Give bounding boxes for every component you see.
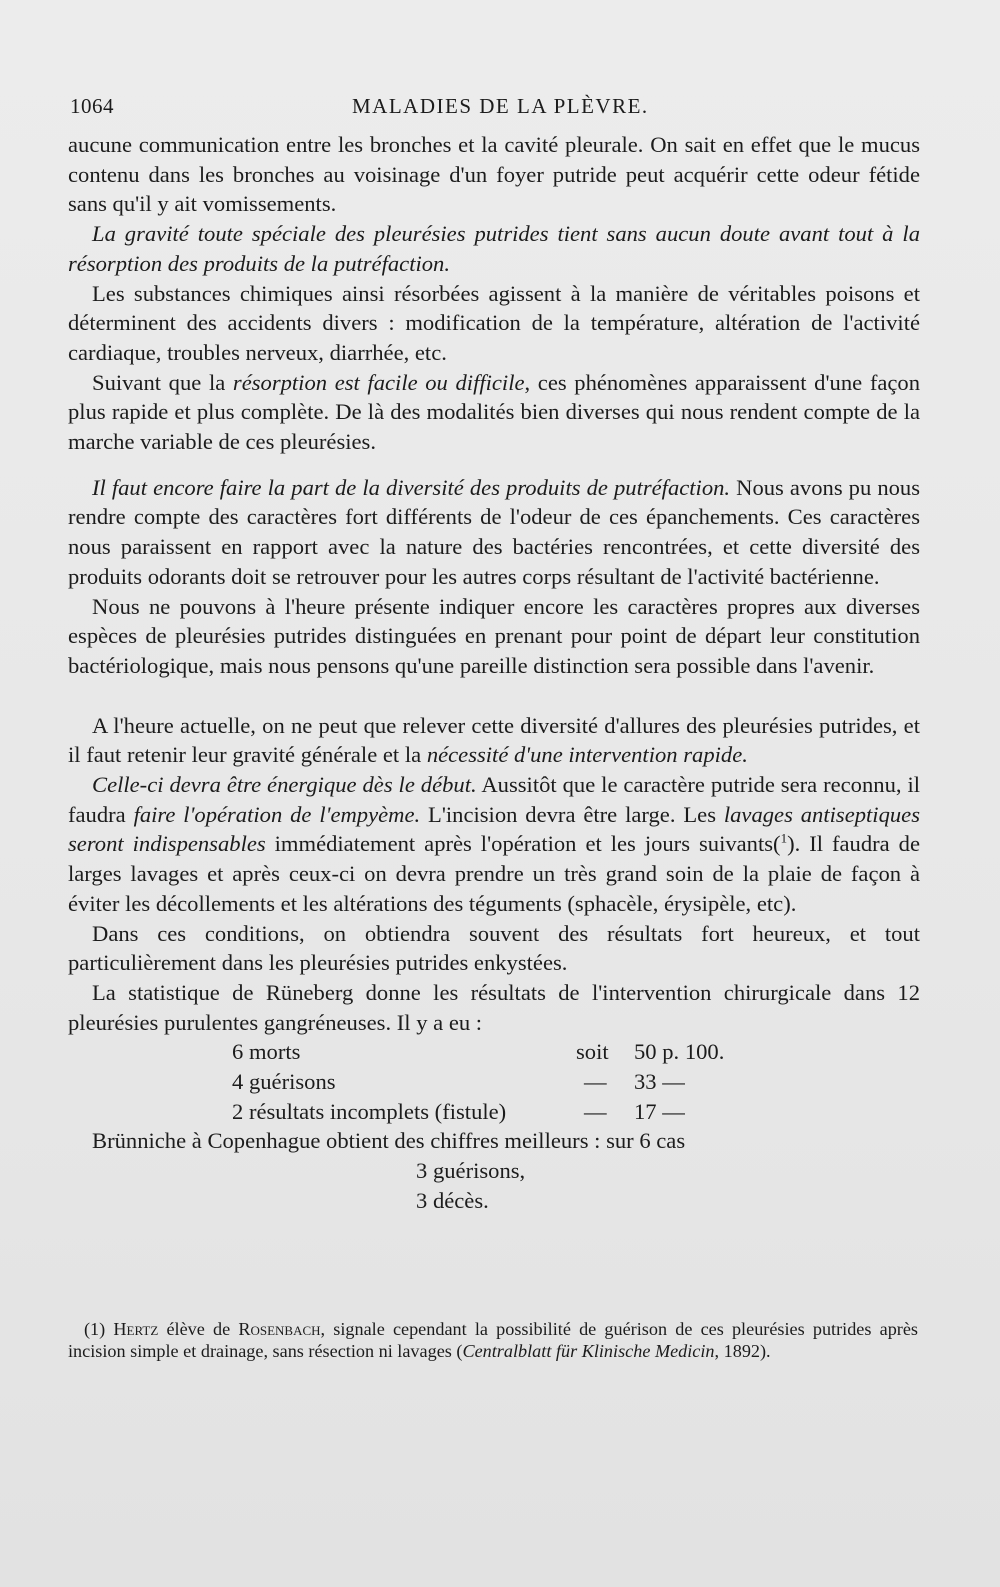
- footnote-mark: (1): [84, 1319, 106, 1339]
- body-text: [68, 130, 920, 1216]
- footnote-author: Hertz: [113, 1319, 159, 1339]
- footnote-text-a: élève de: [158, 1319, 239, 1339]
- statistics-table: [68, 1037, 920, 1126]
- footnote-text-b: , signale cependant la possibilité de guérison de ces pleurésies putrides après incision simple et drainage, sans résection ni lavages (: [68, 1319, 919, 1361]
- stat-label: 4 guérisons: [232, 1069, 336, 1095]
- paragraph-9: Dans ces conditions, on obtiendra souvent des résultats fort heureux, et tout particulièrement dans les pleurésies putrides enkystées.: [68, 920, 920, 976]
- stat-row: [68, 1097, 920, 1127]
- stat-value: 17 —: [634, 1098, 685, 1124]
- paragraph-4-text: Suivant que la: [92, 369, 233, 395]
- footnote-text: [68, 1318, 918, 1362]
- paragraph-8-text-4: ). Il faudra de larges lavages et après ceux-ci on devra prendre un très grand soin de la plaie de façon à éviter les décollements et les altérations des téguments (sphacèle, érysipèle, etc).: [68, 831, 920, 916]
- paragraph-3: Les substances chimiques ainsi résorbées agissent à la manière de véritables poisons et déterminent des accidents divers : modification de la température, altération de l'activité cardiaque, troubles nerveux, diarrhée, etc.: [68, 280, 920, 365]
- stat-row: [68, 1067, 920, 1097]
- stat-sep: soit: [576, 1039, 609, 1065]
- paragraph-5-italic: Il faut encore faire la part de la diversité des produits de putréfaction.: [92, 474, 731, 500]
- paragraph-11: Brünniche à Copenhague obtient des chiffres meilleurs : sur 6 cas: [92, 1128, 686, 1154]
- paragraph-4-text-end: , ces phénomènes apparaissent d'une façon plus rapide et plus complète. De là des modalités bien diverses qui nous rendent compte de la marche variable de ces pleurésies.: [68, 369, 920, 455]
- stat-label: 2 résultats incomplets (fistule): [232, 1098, 507, 1124]
- paragraph-2-italic: La gravité toute spéciale des pleurésies putrides tient sans aucun doute avant tout à la résorption des produits de la putréfaction.: [68, 221, 920, 276]
- stat-sep: —: [584, 1098, 607, 1124]
- footnote: [68, 1318, 918, 1362]
- footnote-text-c: , 1892).: [714, 1341, 771, 1361]
- stat-label: 6 morts: [232, 1039, 301, 1065]
- paragraph-6: Nous ne pouvons à l'heure présente indiquer encore les caractères propres aux diverses espèces de pleurésies putrides distinguées en prenant pour point de départ leur constitution bactériologique, mais nous pensons qu'une pareille distinction sera possible dans l'avenir.: [68, 593, 920, 678]
- result-line: [68, 1186, 920, 1216]
- footnote-source: Centralblatt für Klinische Medicin: [462, 1341, 715, 1361]
- paragraph-7-italic: nécessité d'une intervention rapide.: [426, 742, 748, 768]
- paragraph-8: [68, 770, 920, 919]
- paragraph-10: La statistique de Rüneberg donne les résultats de l'intervention chirurgicale dans 12 pleurésies purulentes gangréneuses. Il y a eu :: [68, 979, 920, 1035]
- paragraph-8-italic-3: lavages antiseptiques seront indispensables: [68, 801, 920, 857]
- stat-value: 50 p. 100.: [634, 1039, 725, 1065]
- page-header: [70, 94, 920, 124]
- paragraph-1: aucune communication entre les bronches et la cavité pleurale. On sait en effet que le mucus contenu dans les bronches au voisinage d'un foyer putride peut acquérir cette odeur fétide sans qu'il y ait vomissements.: [68, 132, 920, 217]
- result-line-text: 3 décès.: [416, 1187, 489, 1213]
- paragraph-8-italic-2: faire l'opération de l'empyème.: [133, 801, 421, 827]
- stat-row: [68, 1037, 920, 1067]
- paragraph-4-italic: résorption est facile ou difficile: [232, 369, 525, 395]
- paragraph-8-italic-1: Celle-ci devra être énergique dès le début.: [92, 772, 477, 798]
- paragraph-7: [68, 711, 920, 770]
- stat-value: 33 —: [634, 1069, 685, 1095]
- stat-sep: —: [584, 1069, 607, 1095]
- paragraph-8-text-1: Aussitôt que le caractère putride sera reconnu, il faudra: [68, 772, 921, 827]
- paragraph-4: [68, 368, 920, 457]
- footnote-name: Rosenbach: [238, 1319, 321, 1339]
- paragraph-8-text-2: L'incision devra être large. Les: [420, 801, 724, 827]
- paragraph-8-text-3: immédiatement après l'opération et les jours suivants(: [265, 831, 781, 857]
- paragraph-5-text: Nous avons pu nous rendre compte des caractères fort différents de l'odeur de ces épanchements. Ces caractères nous paraissent en rapport avec la nature des bactéries rencontrées, et cette diversité des produits odorants doit se retrouver pour les autres corps résultant de l'activité bactérienne.: [68, 474, 920, 589]
- running-title: MALADIES DE LA PLÈVRE.: [352, 94, 649, 118]
- page-number: 1064: [70, 94, 114, 118]
- paragraph-2: [68, 219, 920, 278]
- result-line-text: 3 guérisons,: [416, 1158, 526, 1184]
- result-line: [68, 1156, 920, 1186]
- paragraph-7-text: A l'heure actuelle, on ne peut que relever cette diversité d'allures des pleurésies putrides, et il faut retenir leur gravité générale et la: [68, 712, 920, 768]
- paragraph-5: [68, 473, 920, 592]
- footnote-ref: 1: [780, 830, 788, 846]
